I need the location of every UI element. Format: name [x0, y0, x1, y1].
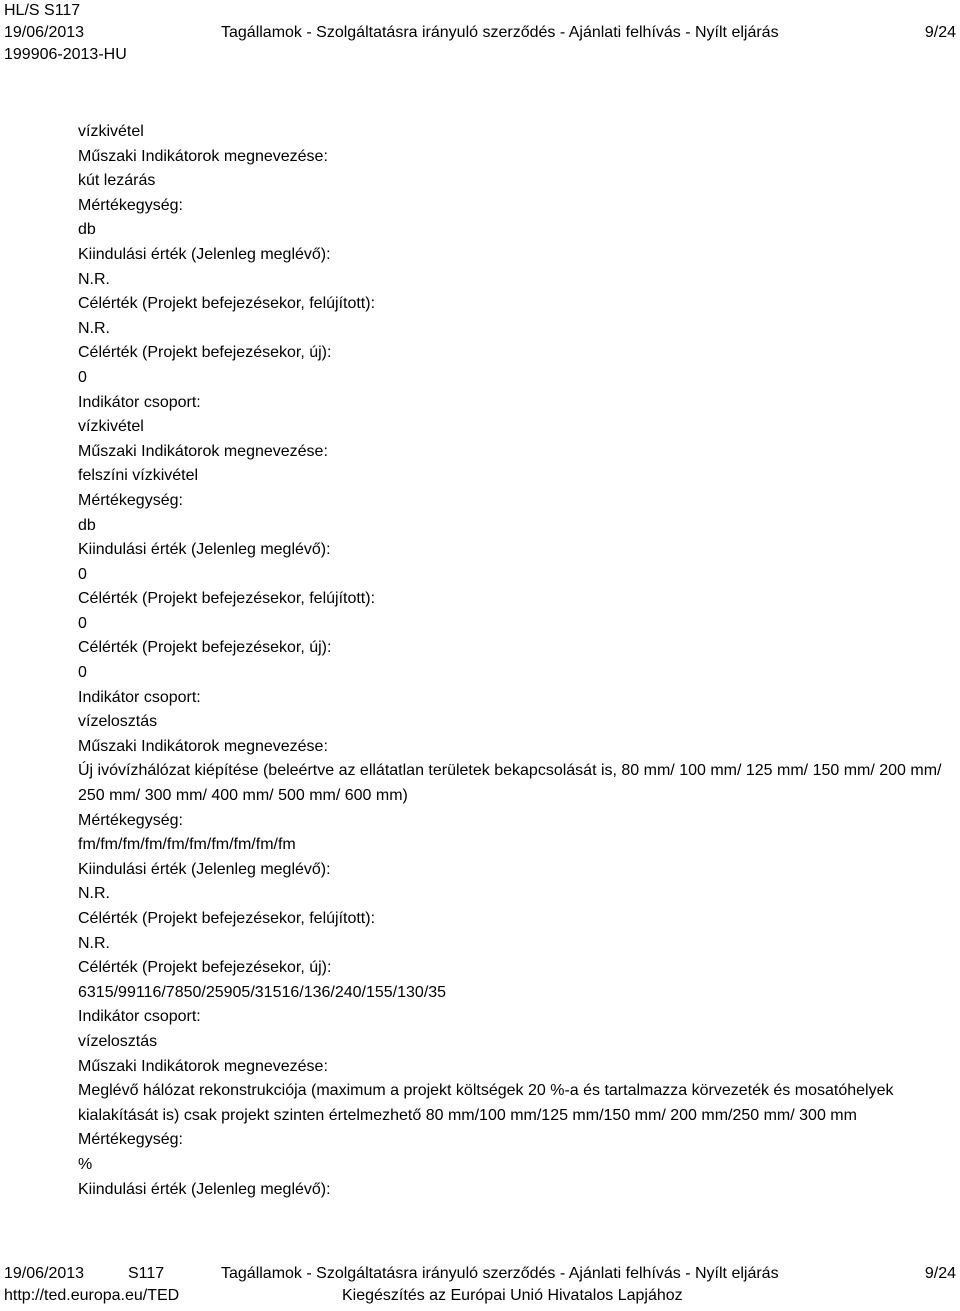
content-line: N.R. — [78, 934, 110, 952]
content-line: Új ivóvízhálózat kiépítése (beleértve az ellátatlan területek bekapcsolását is, 80 mm/ 100 mm/ 125 mm/ 150 mm/ 200 mm/ 250 mm/ 300 mm/ 400 mm/ 500 mm/ 600 mm) — [78, 762, 942, 805]
footer-date: 19/06/2013 — [4, 1265, 85, 1282]
header-page-number: 9/24 — [924, 24, 956, 41]
footer-series: S117 — [128, 1265, 165, 1282]
content-line: Célérték (Projekt befejezésekor, új): — [78, 959, 332, 977]
header-notice-id: 199906-2013-HU — [4, 46, 127, 63]
page-header — [0, 0, 960, 66]
footer-page-number: 9/24 — [924, 1265, 956, 1282]
content-line: Kiindulási érték (Jelenleg meglévő): — [78, 245, 331, 263]
content-line: Mértékegység: — [78, 196, 183, 214]
content-line: % — [78, 1155, 93, 1173]
content-line: N.R. — [78, 319, 110, 337]
header-title: Tagállamok - Szolgáltatásra irányuló szerződés - Ajánlati felhívás - Nyílt eljárás — [221, 24, 779, 41]
content-line: Célérték (Projekt befejezésekor, felújított): — [78, 295, 376, 313]
content-line: 6315/99116/7850/25905/31516/136/240/155/130/35 — [78, 983, 447, 1001]
content-line: Műszaki Indikátorok megnevezése: — [78, 147, 328, 165]
header-date: 19/06/2013 — [4, 24, 85, 41]
content-line: Kiindulási érték (Jelenleg meglévő): — [78, 860, 331, 878]
content-line: Célérték (Projekt befejezésekor, felújított): — [78, 910, 376, 927]
content-line: Műszaki Indikátorok megnevezése: — [78, 737, 328, 755]
content-line: Mértékegység: — [78, 811, 183, 829]
content-line: fm/fm/fm/fm/fm/fm/fm/fm/fm/fm — [78, 836, 296, 854]
content-line: 0 — [78, 368, 87, 386]
page-footer — [0, 1263, 960, 1307]
content-line: vízelosztás — [78, 713, 158, 731]
content-line: Meglévő hálózat rekonstrukciója (maximum a projekt költségek 20 %-a és tartalmazza körvezeték és mosatóhelyek kialakítását is) csak projekt szinten értelmezhető 80 mm/100 mm/125 mm/150 mm/ 200 mm/250 mm/ 300 mm — [78, 1082, 894, 1124]
content-line: Műszaki Indikátorok megnevezése: — [78, 442, 328, 460]
content-line: N.R. — [78, 885, 110, 903]
content-line: kút lezárás — [78, 172, 156, 190]
content-line: vízelosztás — [78, 1032, 158, 1050]
content-line: Célérték (Projekt befejezésekor, új): — [78, 639, 332, 657]
content-line: felszíni vízkivétel — [78, 467, 199, 485]
content-line: Indikátor csoport: — [78, 1008, 201, 1026]
footer-title: Tagállamok - Szolgáltatásra irányuló szerződés - Ajánlati felhívás - Nyílt eljárás — [221, 1265, 779, 1282]
content-line: Célérték (Projekt befejezésekor, új): — [78, 344, 332, 362]
content-line: N.R. — [78, 270, 110, 288]
content-line: Műszaki Indikátorok megnevezése: — [78, 1057, 328, 1075]
content-line: Indikátor csoport: — [78, 393, 201, 411]
content-line: vízkivétel — [78, 418, 144, 436]
content-line: 0 — [78, 565, 87, 583]
content-line: Indikátor csoport: — [78, 688, 201, 706]
content-line: 0 — [78, 664, 87, 682]
content-line: db — [78, 221, 96, 239]
header-series-code: HL/S S117 — [4, 2, 81, 19]
footer-supplement: Kiegészítés az Európai Unió Hivatalos Lapjához — [342, 1287, 683, 1304]
content-line: Mértékegység: — [78, 1131, 183, 1149]
content-line: Célérték (Projekt befejezésekor, felújított): — [78, 590, 376, 608]
content-line: db — [78, 516, 96, 534]
content-line: Kiindulási érték (Jelenleg meglévő): — [78, 1180, 331, 1198]
content-line: vízkivétel — [78, 123, 144, 140]
footer-ted-link[interactable]: http://ted.europa.eu/TED — [4, 1287, 180, 1304]
content-line: Mértékegység: — [78, 491, 183, 509]
content-line: Kiindulási érték (Jelenleg meglévő): — [78, 541, 331, 559]
content-line: 0 — [78, 614, 87, 632]
document-body — [78, 120, 950, 1202]
